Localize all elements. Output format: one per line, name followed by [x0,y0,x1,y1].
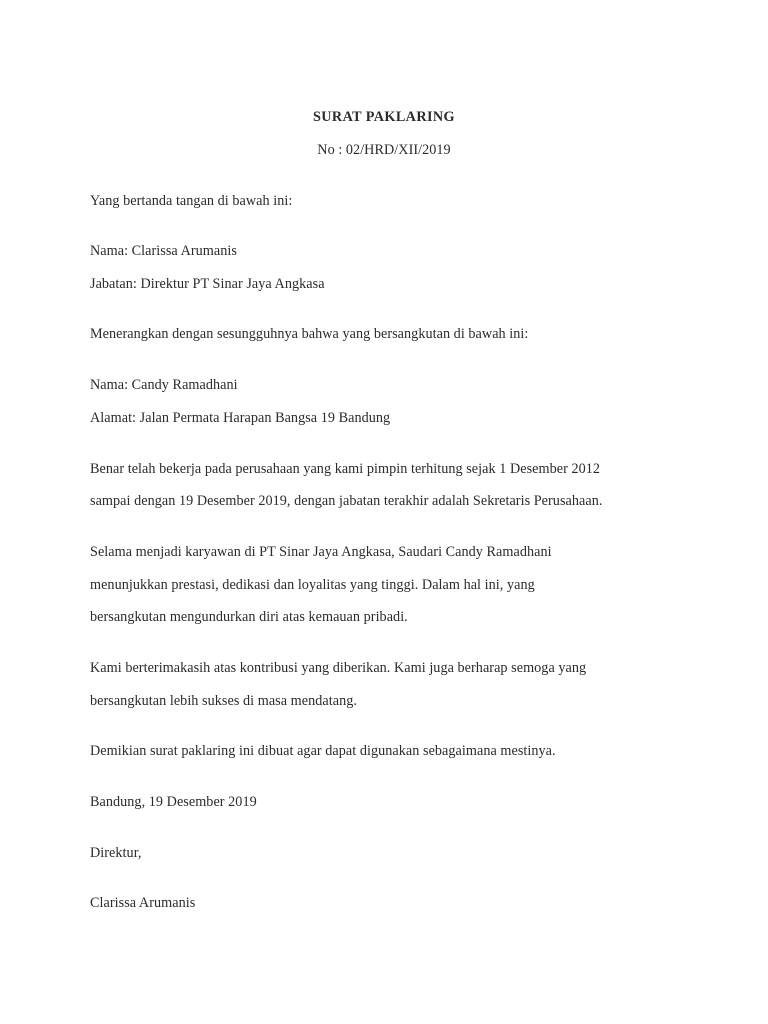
paragraph-2-line-2: menunjukkan prestasi, dedikasi dan loyalitas yang tinggi. Dalam hal ini, yang [90,577,535,593]
letter-number: No : 02/HRD/XII/2019 [317,142,451,158]
signature-name: Clarissa Arumanis [90,895,196,911]
paragraph-3-line-2: bersangkutan lebih sukses di masa mendatang. [90,693,357,709]
closing-text: Demikian surat paklaring ini dibuat agar dapat digunakan sebagaimana mestinya. [90,743,556,759]
opening-text: Yang bertanda tangan di bawah ini: [90,193,293,209]
paragraph-1-line-2: sampai dengan 19 Desember 2019, dengan jabatan terakhir adalah Sekretaris Perusahaan. [90,493,603,509]
paragraph-2-line-1: Selama menjadi karyawan di PT Sinar Jaya Angkasa, Saudari Candy Ramadhani [90,544,552,560]
statement-text: Menerangkan dengan sesungguhnya bahwa yang bersangkutan di bawah ini: [90,326,529,342]
paragraph-1-line-1: Benar telah bekerja pada perusahaan yang kami pimpin terhitung sejak 1 Desember 2012 [90,461,601,477]
employee-address: Alamat: Jalan Permata Harapan Bangsa 19 Bandung [90,410,391,426]
letter-title: SURAT PAKLARING [313,109,455,125]
paragraph-3-line-1: Kami berterimakasih atas kontribusi yang diberikan. Kami juga berharap semoga yang [90,660,587,676]
signature-title: Direktur, [90,845,142,861]
paragraph-2-line-3: bersangkutan mengundurkan diri atas kemauan pribadi. [90,609,408,625]
signer-position: Jabatan: Direktur PT Sinar Jaya Angkasa [90,276,325,292]
place-date: Bandung, 19 Desember 2019 [90,794,257,810]
signer-name: Nama: Clarissa Arumanis [90,243,237,259]
employee-name: Nama: Candy Ramadhani [90,377,238,393]
